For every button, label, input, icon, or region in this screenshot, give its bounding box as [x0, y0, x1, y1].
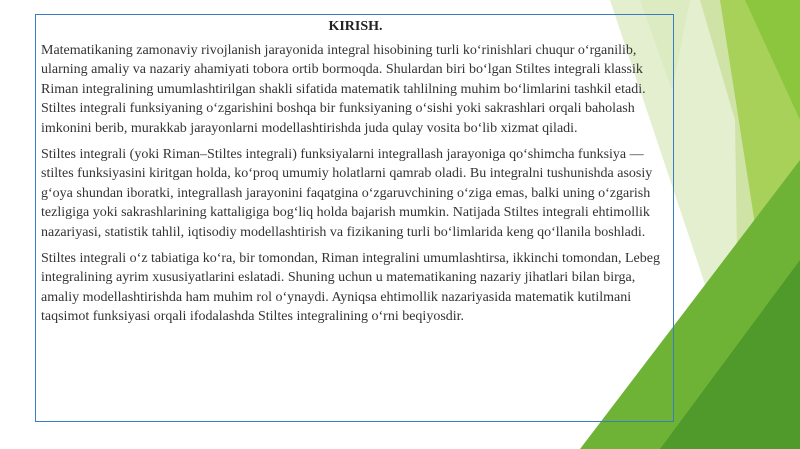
paragraph-3: Stiltes integrali o‘z tabiatiga ko‘ra, bir tomondan, Riman integralini umumlashtirsa, ikkinchi tomondan, Lebeg integralining ayrim xususiyatlarini eslatadi. Shuning uchun u matematikaning nazariy jihatlari bilan birga, amaliy modellashtirishda ham muhim rol o‘ynaydi. Ayniqsa ehtimollik nazariyasida matematik kutilmani taqsimot funksiyasi orqali ifodalashda Stiltes integralining o‘rni beqiyosdir.: [41, 251, 660, 325]
slide-title: KIRISH.: [328, 19, 383, 34]
paragraph-1: Matematikaning zamonaviy rivojlanish jarayonida integral hisobining turli ko‘rinishlari chuqur o‘rganilib, ularning amaliy va nazariy ahamiyati tobora ortib bormoqda. Shulardan biri bo‘lgan Stiltes integrali klassik Riman integralining umumlashtirilgan shakli sifatida matematik tahlilning muhim bo‘limlarini tashkil etadi. Stiltes integrali funksiyaning o‘zgarishini boshqa bir funksiyaning o‘sishi yoki sakrashlari orqali baholash imkonini berib, murakkab jarayonlarni modellashtirishda juda qulay vosita bo‘lib xizmat qiladi.: [41, 43, 646, 136]
content-box: [35, 14, 674, 422]
paragraph-2: Stiltes integrali (yoki Riman–Stiltes integrali) funksiyalarni integrallash jarayoniga qo‘shimcha funksiya — stiltes funksiyasini kiritgan holda, ko‘proq umumiy holatlarni qamrab oladi. Bu integralni tushunishda asosiy g‘oya shundan iboratki, integrallash jarayonini faqatgina o‘zgaruvchining o‘ziga emas, balki uning o‘zgarish tezligiga yoki sakrashlarining kattaligiga bog‘liq holda bajarish mumkin. Natijada Stiltes integrali ehtimollik nazariyasi, statistik tahlil, iqtisodiy modellashtirish va fizikaning turli bo‘limlarida keng qo‘llanila boshladi.: [41, 147, 653, 240]
